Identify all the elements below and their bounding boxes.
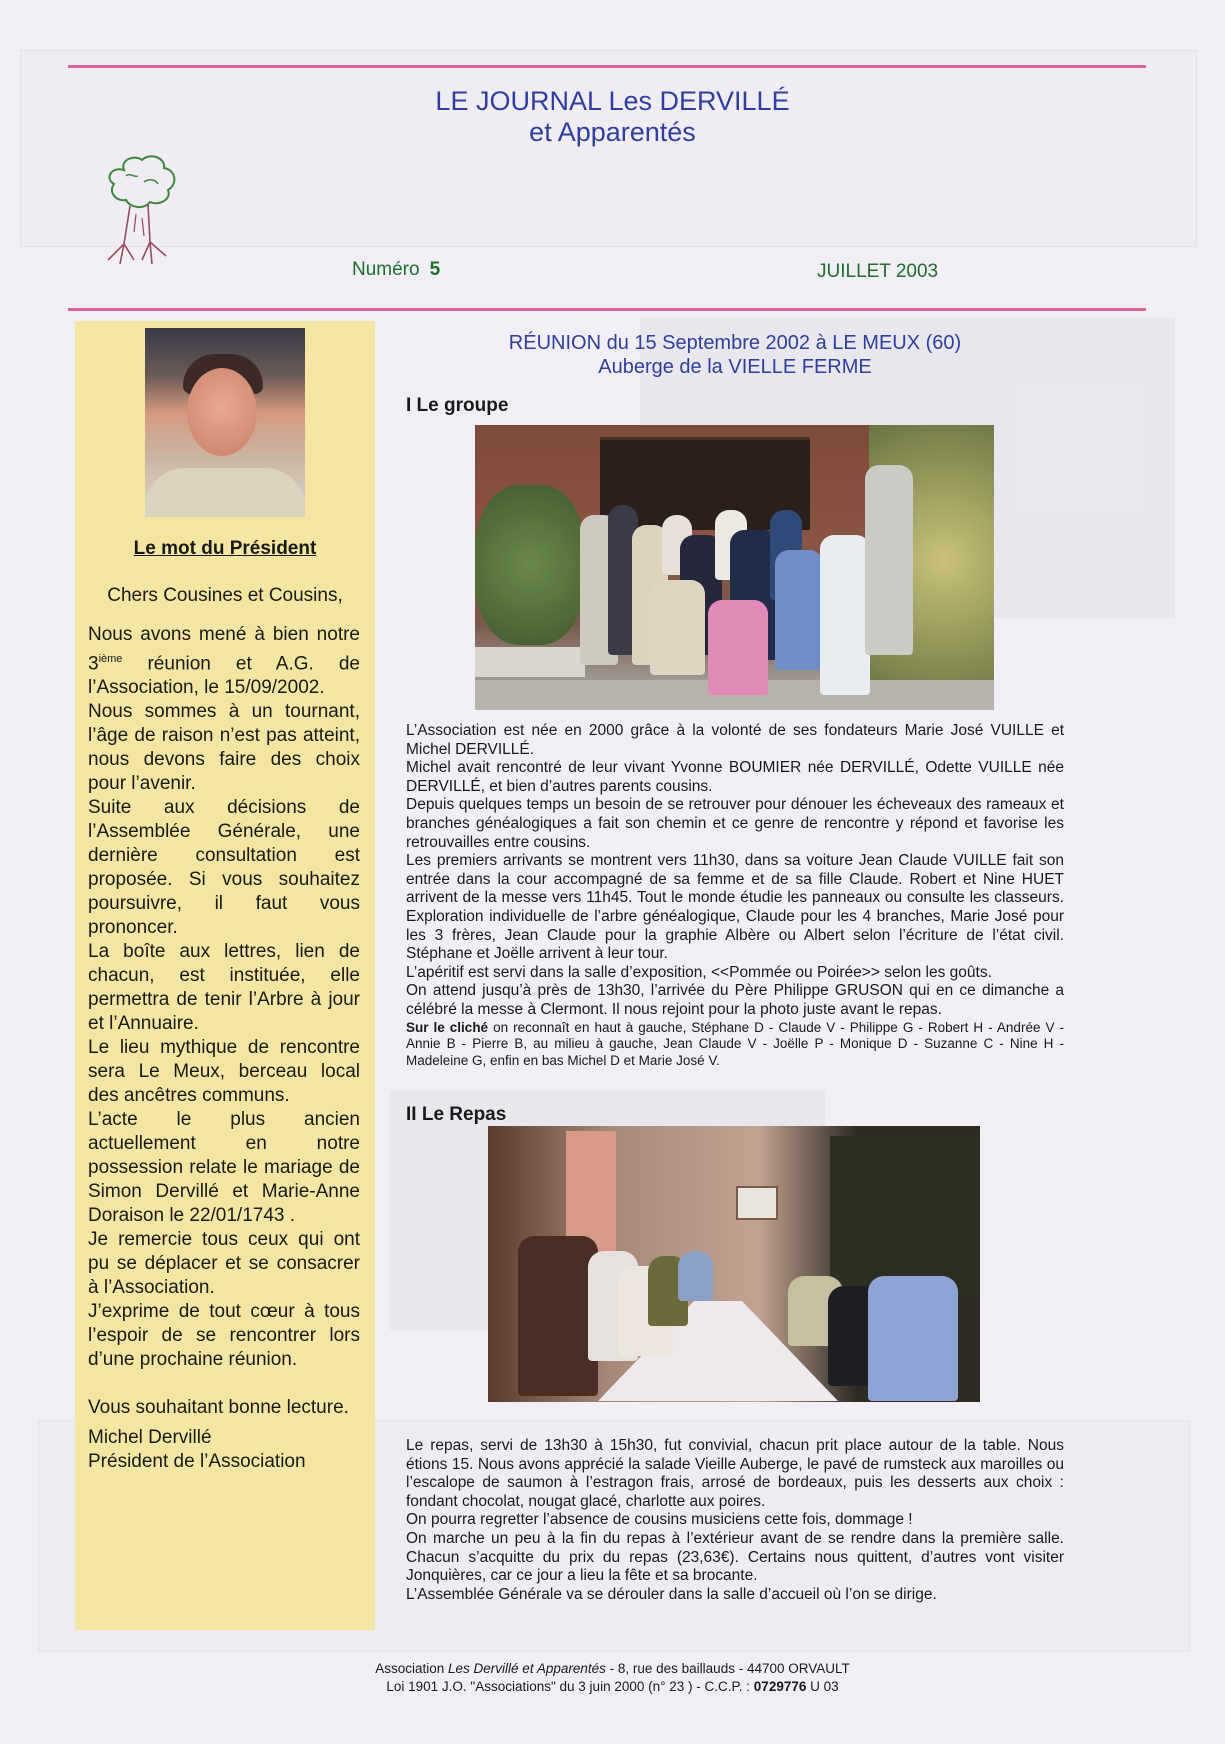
president-signature-title: Président de l’Association [88, 1451, 306, 1473]
article-paragraph: On marche un peu à la fin du repas à l’extérieur avant de se rendre dans la première salle. Chacun s’acquitte du prix du repas (23,63€). Certains nous quittent, d’autres vont visiter Jonquières, car ce jour a lieu la fête et sa brocante. [406, 1529, 1064, 1585]
issue-date: JUILLET 2003 [817, 261, 939, 282]
article-paragraph: On attend jusqu’à près de 13h30, l’arrivée du Père Philippe GRUSON qui en ce dimanche a célébré la messe à Clermont. Il nous rejoint pour la photo juste avant le repas. [406, 982, 1064, 1018]
article-paragraph: L’Assemblée Générale va se dérouler dans la salle d’accueil où l’on se dirige. [406, 1585, 937, 1603]
president-paragraph: Le lieu mythique de rencontre sera Le Meux, berceau local des ancêtres communs. [88, 1037, 360, 1107]
president-closing: Vous souhaitant bonne lecture. [88, 1397, 349, 1419]
group-photo [475, 425, 994, 710]
article-title-line1: RÉUNION du 15 Septembre 2002 à LE MEUX (60) [508, 332, 962, 354]
article-paragraph: Depuis quelques temps un besoin de se retrouver pour dénouer les écheveaux des rameaux et branches généalogiques a fait son chemin et ce genre de rencontre y répond et favorise les retrouvailles entre cousins. [406, 796, 1064, 851]
section-groupe-text [406, 722, 1064, 1069]
footer-association-name: Les Dervillé et Apparentés [448, 1661, 606, 1676]
masthead-title [0, 86, 1225, 148]
article-paragraph: L’Association est née en 2000 grâce à la volonté de ses fondateurs Marie José VUILLE et Michel DERVILLÉ. [406, 722, 1064, 758]
masthead-title-line1: LE JOURNAL Les DERVILLÉ [435, 86, 790, 116]
section-heading-repas: II Le Repas [406, 1104, 507, 1125]
tree-icon [94, 152, 182, 270]
president-photo [145, 328, 305, 517]
article-title [395, 331, 1075, 379]
president-signature-name: Michel Dervillé [88, 1427, 212, 1449]
president-paragraph: J’exprime de tout cœur à tous l’espoir de se rencontrer lors d’une prochaine réunion. [88, 1301, 360, 1371]
article-paragraph: On pourra regretter l’absence de cousins musiciens cette fois, dommage ! [406, 1511, 913, 1529]
issue-number-value: 5 [429, 259, 441, 280]
footer-address: Association Les Dervillé et Apparentés - 8, rue des baillauds - 44700 ORVAULT [375, 1661, 850, 1676]
president-heading: Le mot du Président [133, 538, 317, 559]
article-paragraph: L’apéritif est servi dans la salle d’exposition, <<Pommée ou Poirée>> selon les goûts. [406, 963, 992, 981]
president-message [88, 623, 360, 1474]
caption-text: on reconnaît en haut à gauche, Stéphane D - Claude V - Philippe G - Robert H - Andrée V - Annie B - Pierre B, au milieu à gauche, Jean Claude V - Joëlle P - Monique D - Suzanne C - Nine H - Madeleine G, enfin en bas Michel D et Marie José V. [406, 1019, 1064, 1068]
association-footer [0, 1660, 1225, 1696]
president-column [75, 321, 375, 1630]
photo-caption [406, 1020, 1064, 1070]
article-paragraph: Michel avait rencontré de leur vivant Yvonne BOUMIER née DERVILLÉ, Odette VUILLE née DERVILLÉ, et bien d’autres parents cousins. [406, 759, 1064, 795]
president-paragraph: Nous sommes à un tournant, l’âge de raison n’est pas atteint, nous devons faire des choix pour l’avenir. [88, 701, 360, 795]
footer-legal: Loi 1901 J.O. "Associations" du 3 juin 2000 (n° 23 ) - C.C.P. : 0729776 U 03 [386, 1679, 839, 1694]
scan-bleed-frame [20, 50, 1197, 247]
president-paragraph: La boîte aux lettres, lien de chacun, est instituée, elle permettra de tenir l’Arbre à jour et l’Annuaire. [88, 941, 360, 1035]
president-paragraph: Suite aux décisions de l’Assemblée Générale, une dernière consultation est proposée. Si vous souhaitez poursuivre, il faut vous prononcer. [88, 797, 360, 939]
president-paragraph: L’acte le plus ancien actuellement en notre possession relate le mariage de Simon Dervillé et Marie-Anne Doraison le 22/01/1743 . [88, 1109, 360, 1227]
section-repas-text [406, 1437, 1064, 1604]
president-paragraph: Nous avons mené à bien notre 3ième réunion et A.G. de l’Association, le 15/09/2002. [88, 624, 360, 699]
president-salutation: Chers Cousines et Cousins, [107, 585, 343, 606]
issue-number [352, 259, 440, 281]
article-paragraph: Les premiers arrivants se montrent vers 11h30, dans sa voiture Jean Claude VUILLE fait son entrée dans la cour accompagné de sa femme et de sa fille Claude. Robert et Nine HUET arrivent de la messe vers 11h45. Tout le monde étudie les panneaux ou consulte les classeurs. Exploration individuelle de l’arbre généalogique, Claude pour les 4 branches, Marie José pour les 3 frères, Jean Claude pour la graphie Albère ou Albert selon l’écriture de l’état civil. Stéphane et Joëlle arrivent à leur tour. [406, 852, 1064, 963]
masthead-title-line2: et Apparentés [529, 117, 696, 147]
caption-label: Sur le cliché [406, 1019, 489, 1035]
article-title-line2: Auberge de la VIELLE FERME [598, 356, 872, 378]
president-paragraph: Je remercie tous ceux qui ont pu se déplacer et se consacrer à l’Association. [88, 1229, 360, 1299]
meal-photo [488, 1126, 980, 1402]
section-heading-groupe: I Le groupe [406, 395, 509, 416]
header-rule-bottom [68, 308, 1146, 311]
article-paragraph: Le repas, servi de 13h30 à 15h30, fut convivial, chacun prit place autour de la table. Nous étions 15. Nous avons apprécié la salade Vieille Auberge, le pavé de rumsteck aux maroilles ou l’escalope de saumon à l’estragon frais, arrosé de bordeaux, puis les desserts aux choix : fondant chocolat, nougat glacé, charlotte aux poires. [406, 1437, 1064, 1510]
footer-ccp-number: 0729776 [753, 1679, 807, 1694]
header-rule-top [68, 65, 1146, 68]
issue-label: Numéro [352, 259, 420, 280]
